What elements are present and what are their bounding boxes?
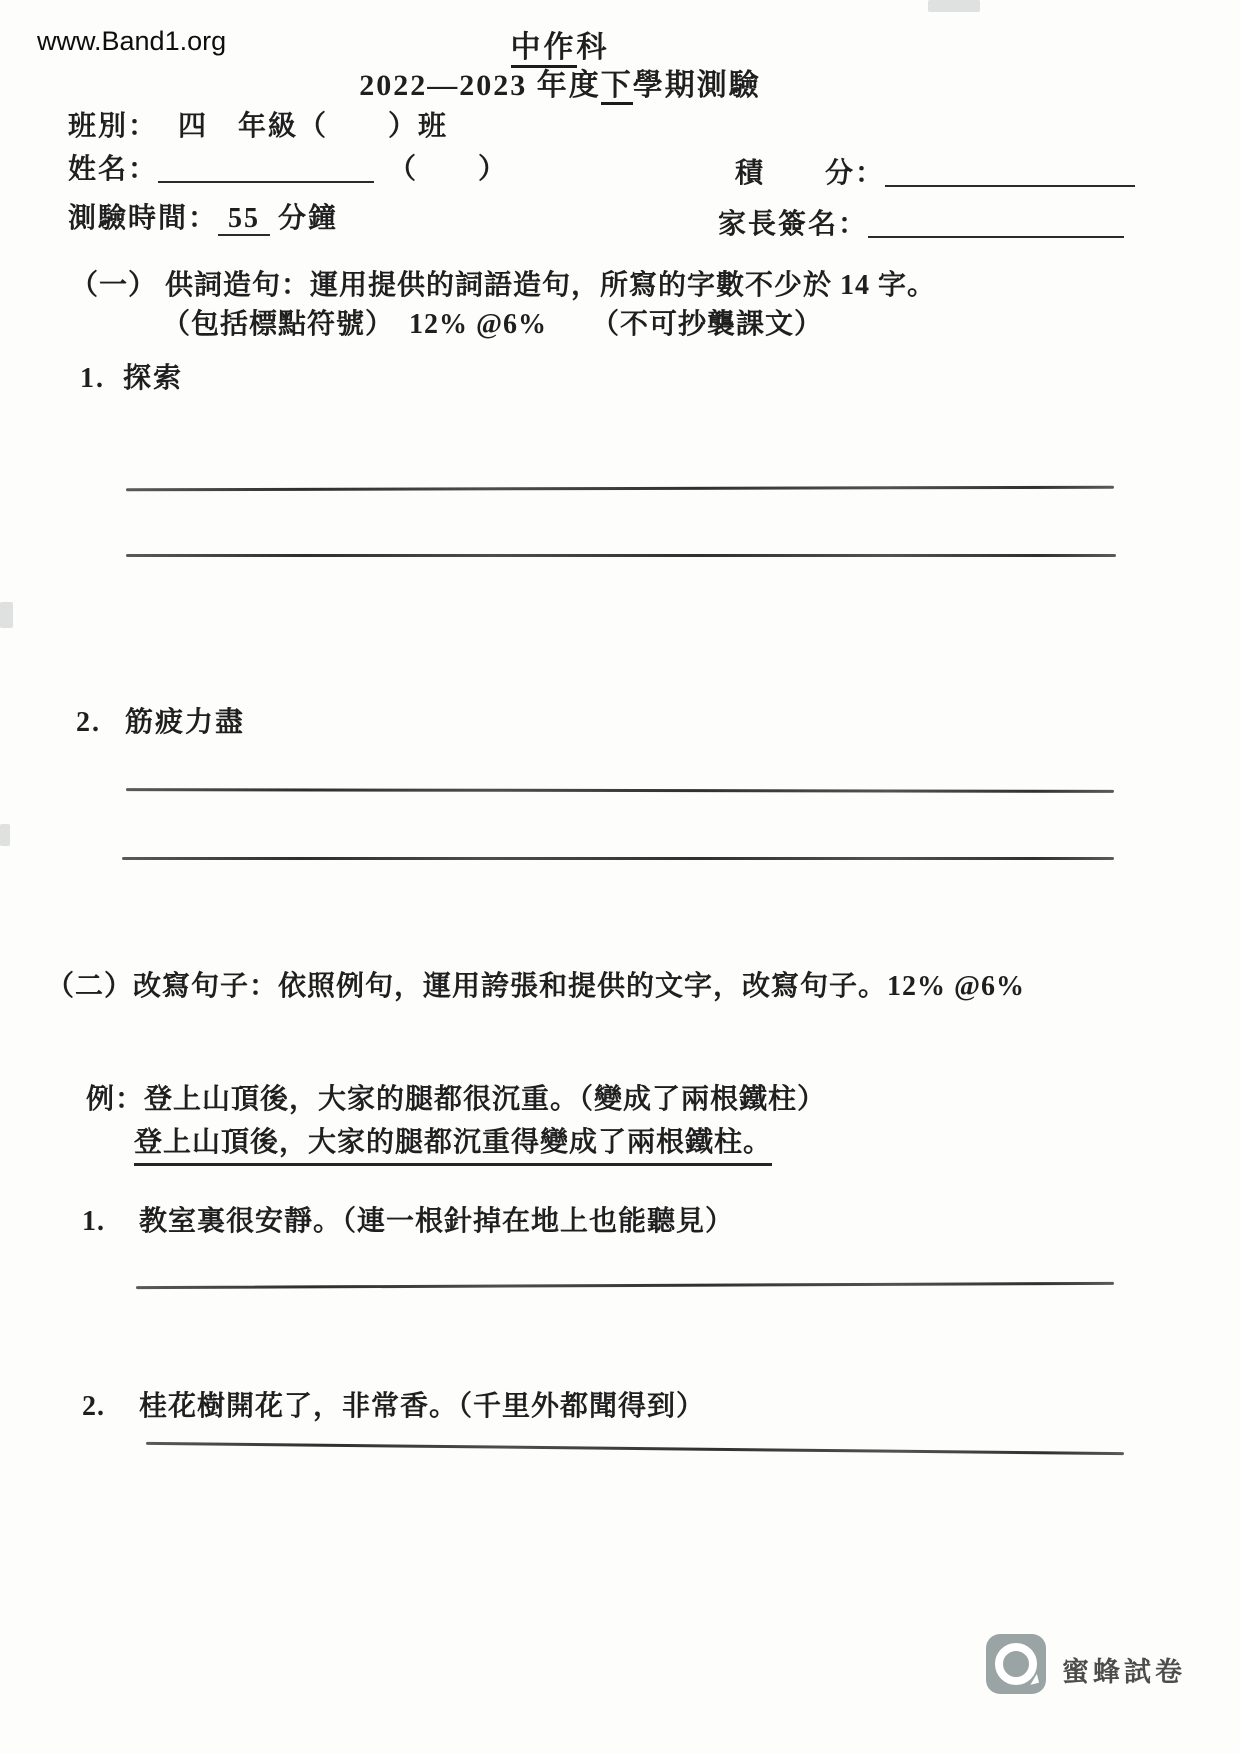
name-row [68, 147, 508, 187]
page-title-rest: 科 [576, 31, 610, 64]
answer-line [122, 857, 1114, 860]
subtitle-underlined: 下 [601, 69, 633, 105]
section2-question-2 [82, 1384, 705, 1424]
parent-sign-blank-line [868, 208, 1124, 238]
subtitle-suffix: 學期測驗 [632, 69, 761, 102]
scan-artifact [928, 0, 980, 12]
time-row [68, 196, 338, 236]
score-row [735, 151, 1135, 191]
question-number: 2. [82, 1391, 105, 1422]
question-word: 筋疲力盡 [125, 707, 246, 738]
page-title-underlined: 中作 [511, 31, 577, 68]
example-question: 例：登上山頂後，大家的腿都很沉重。（變成了兩根鐵柱） [86, 1084, 827, 1115]
section1-heading-line2: （包括標點符號） 12% @6% （不可抄襲課文） [162, 309, 824, 340]
name-blank-line [158, 153, 374, 183]
score-blank-line [885, 157, 1135, 187]
bee-paper-logo-icon [986, 1634, 1046, 1694]
subtitle-prefix: 2022—2023 年度 [359, 69, 601, 102]
scan-artifact [0, 602, 13, 628]
page-subtitle [240, 60, 880, 104]
brand-text: 蜜蜂試卷 [1062, 1657, 1186, 1687]
answer-line [136, 1282, 1114, 1289]
section1-question-2 [76, 700, 245, 740]
answer-line [126, 486, 1114, 492]
question-text: 桂花樹開花了，非常香。（千里外都聞得到） [139, 1391, 706, 1422]
question-word: 探索 [123, 363, 184, 394]
class-label: 班別： [68, 111, 159, 142]
scan-artifact [0, 824, 10, 846]
name-paren: （ ） [388, 154, 509, 185]
section2-heading: （二）改寫句子：依照例句，運用誇張和提供的文字，改寫句子。12% @6% [46, 971, 1026, 1002]
class-value: 四 年級（ ）班 [178, 111, 449, 142]
question-text: 教室裏很安靜。（連一根針掉在地上也能聽見） [139, 1206, 735, 1237]
site-watermark: www.Band1.org [37, 26, 227, 56]
section2-question-1 [82, 1199, 734, 1239]
answer-line [146, 1442, 1124, 1455]
answer-line [126, 788, 1114, 793]
answer-line [126, 554, 1116, 557]
time-label: 測驗時間： [68, 203, 219, 234]
logo-arrow-glyph [1026, 1665, 1039, 1685]
parent-sign-label: 家長簽名： [718, 209, 869, 240]
name-label: 姓名： [68, 154, 159, 185]
score-label: 積 分： [735, 158, 886, 189]
time-value: 55 [218, 203, 270, 236]
question-number: 1. [82, 1206, 105, 1237]
question-number: 1. [80, 363, 105, 394]
section1-heading-line1: （一） 供詞造句：運用提供的詞語造句，所寫的字數不少於 14 字。 [70, 270, 937, 301]
class-row [68, 104, 448, 144]
example-answer: 登上山頂後，大家的腿都沉重得變成了兩根鐵柱。 [134, 1127, 772, 1166]
question-number: 2. [76, 707, 101, 738]
time-unit: 分鐘 [278, 203, 339, 234]
section1-question-1 [80, 356, 183, 396]
parent-sign-row [718, 202, 1124, 242]
